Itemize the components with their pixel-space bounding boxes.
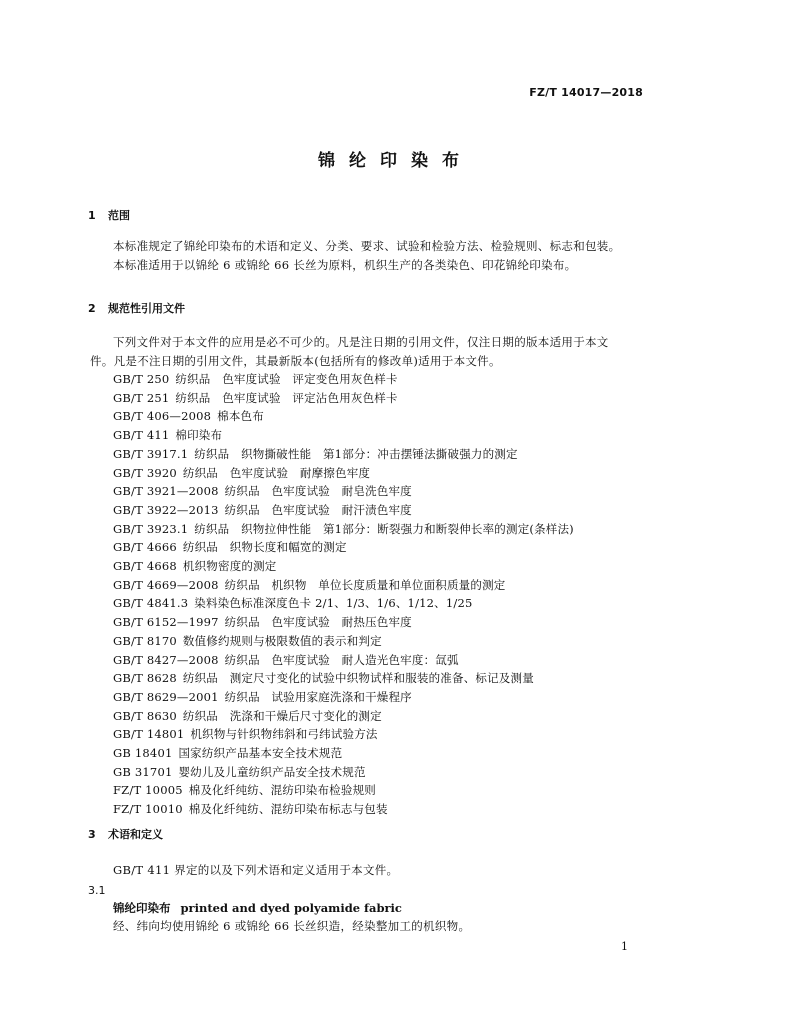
reference-item (113, 707, 653, 726)
reference-item (113, 501, 653, 520)
reference-code: GB/T 4669—2008 (113, 577, 219, 592)
reference-title: 纺织品 织物长度和幅宽的测定 (182, 540, 347, 555)
clause-number: 3.1 (88, 884, 106, 897)
reference-code: GB 31701 (113, 764, 173, 779)
reference-code: GB/T 3923.1 (113, 521, 189, 536)
reference-item (113, 482, 653, 501)
standard-number: FZ/T 14017—2018 (529, 86, 643, 99)
reference-title: 纺织品 色牢度试验 耐摩擦色牢度 (182, 465, 371, 480)
term-english: printed and dyed polyamide fabric (180, 901, 402, 915)
reference-item (113, 763, 653, 782)
reference-code: GB/T 8628 (113, 671, 177, 686)
reference-title: 数值修约规则与极限数值的表示和判定 (182, 633, 382, 648)
reference-item (113, 669, 653, 688)
reference-code: GB/T 411 (113, 428, 170, 443)
reference-code: GB/T 14801 (113, 727, 185, 742)
document-title: 锦纶印染布 (318, 151, 473, 171)
section-3-heading (88, 826, 163, 842)
section-2-number: 2 (88, 302, 96, 315)
reference-title: 国家纺织产品基本安全技术规范 (178, 746, 343, 761)
section-1-paragraph: 本标准适用于以锦纶 6 或锦纶 66 长丝为原料，机织生产的各类染色、印花锦纶印染布。 (113, 258, 577, 272)
reference-code: GB/T 3922—2013 (113, 502, 219, 517)
reference-code: GB/T 8629—2001 (113, 689, 219, 704)
reference-item (113, 389, 653, 408)
reference-title: 婴幼儿及儿童纺织产品安全技术规范 (178, 764, 366, 779)
reference-title: 机织物密度的测定 (182, 559, 277, 574)
reference-code: GB/T 8170 (113, 633, 177, 648)
reference-list (113, 370, 653, 819)
reference-item (113, 538, 653, 557)
reference-code: GB/T 4668 (113, 559, 177, 574)
term-entry (113, 900, 402, 916)
reference-code: GB/T 8427—2008 (113, 652, 219, 667)
reference-item (113, 800, 653, 819)
reference-title: 纺织品 色牢度试验 耐热压色牢度 (224, 615, 412, 630)
section-3-title: 术语和定义 (108, 828, 163, 841)
section-1-number: 1 (88, 209, 96, 222)
reference-title: 棉本色布 (217, 409, 264, 424)
section-3-intro-text: GB/T 411 界定的以及下列术语和定义适用于本文件。 (113, 863, 399, 877)
reference-item (113, 370, 653, 389)
reference-code: FZ/T 10010 (113, 802, 183, 817)
reference-code: GB/T 6152—1997 (113, 615, 219, 630)
section-1-paragraph: 本标准规定了锦纶印染布的术语和定义、分类、要求、试验和检验方法、检验规则、标志和包装。 (113, 239, 621, 253)
section-1-heading (88, 207, 130, 223)
reference-title: 机织物与针织物纬斜和弓纬试验方法 (190, 727, 378, 742)
reference-title: 纺织品 色牢度试验 耐汗渍色牢度 (224, 502, 412, 517)
term-definition: 经、纬向均使用锦纶 6 或锦纶 66 长丝织造，经染整加工的机织物。 (113, 919, 471, 933)
reference-code: GB 18401 (113, 746, 173, 761)
reference-item (113, 725, 653, 744)
reference-code: GB/T 4666 (113, 540, 177, 555)
section-2-intro (90, 333, 630, 371)
reference-title: 纺织品 色牢度试验 耐皂洗色牢度 (224, 484, 412, 499)
reference-item (113, 594, 653, 613)
reference-item (113, 781, 653, 800)
reference-code: GB/T 250 (113, 372, 170, 386)
reference-item (113, 445, 653, 464)
section-2-title: 规范性引用文件 (108, 302, 185, 315)
reference-title: 纺织品 色牢度试验 评定沾色用灰色样卡 (175, 390, 398, 405)
reference-item (113, 613, 653, 632)
reference-item (113, 651, 653, 670)
reference-code: GB/T 3921—2008 (113, 484, 219, 499)
section-2-heading (88, 300, 185, 316)
section-1-body (90, 237, 630, 275)
reference-code: GB/T 4841.3 (113, 596, 189, 611)
reference-title: 染料染色标准深度色卡 2/1、1/3、1/6、1/12、1/25 (194, 596, 473, 611)
reference-item (113, 557, 653, 576)
reference-code: GB/T 3917.1 (113, 446, 189, 461)
reference-item (113, 520, 653, 539)
reference-item (113, 744, 653, 763)
reference-title: 纺织品 织物撕破性能 第1部分：冲击摆锤法撕破强力的测定 (194, 446, 518, 461)
section-3-intro (90, 861, 630, 880)
reference-item (113, 576, 653, 595)
reference-title: 纺织品 试验用家庭洗涤和干燥程序 (224, 689, 412, 704)
reference-title: 纺织品 洗涤和干燥后尺寸变化的测定 (182, 708, 382, 723)
section-1-title: 范围 (108, 209, 130, 222)
reference-code: GB/T 8630 (113, 708, 177, 723)
reference-code: GB/T 3920 (113, 465, 177, 480)
reference-item (113, 632, 653, 651)
section-3-number: 3 (88, 828, 96, 841)
term-chinese: 锦纶印染布 (113, 901, 171, 915)
reference-code: GB/T 406—2008 (113, 409, 212, 424)
reference-title: 棉及化纤纯纺、混纺印染布检验规则 (188, 783, 376, 798)
reference-title: 纺织品 色牢度试验 评定变色用灰色样卡 (175, 372, 398, 386)
reference-item (113, 407, 653, 426)
reference-item (113, 688, 653, 707)
reference-title: 纺织品 机织物 单位长度质量和单位面积质量的测定 (224, 577, 506, 592)
reference-code: GB/T 251 (113, 390, 170, 405)
page-number: 1 (621, 940, 628, 953)
reference-item (113, 464, 653, 483)
reference-item (113, 426, 653, 445)
reference-code: FZ/T 10005 (113, 783, 183, 798)
reference-title: 纺织品 织物拉伸性能 第1部分：断裂强力和断裂伸长率的测定(条样法) (194, 521, 574, 536)
reference-title: 纺织品 色牢度试验 耐人造光色牢度：氙弧 (224, 652, 459, 667)
reference-title: 纺织品 测定尺寸变化的试验中织物试样和服装的准备、标记及测量 (182, 671, 534, 686)
reference-title: 棉及化纤纯纺、混纺印染布标志与包装 (188, 802, 388, 817)
section-2-intro-text: 下列文件对于本文件的应用是必不可少的。凡是注日期的引用文件，仅注日期的版本适用于本文件。凡是不注日期的引用文件，其最新版本(包括所有的修改单)适用于本文件。 (90, 335, 609, 368)
reference-title: 棉印染布 (175, 428, 223, 443)
